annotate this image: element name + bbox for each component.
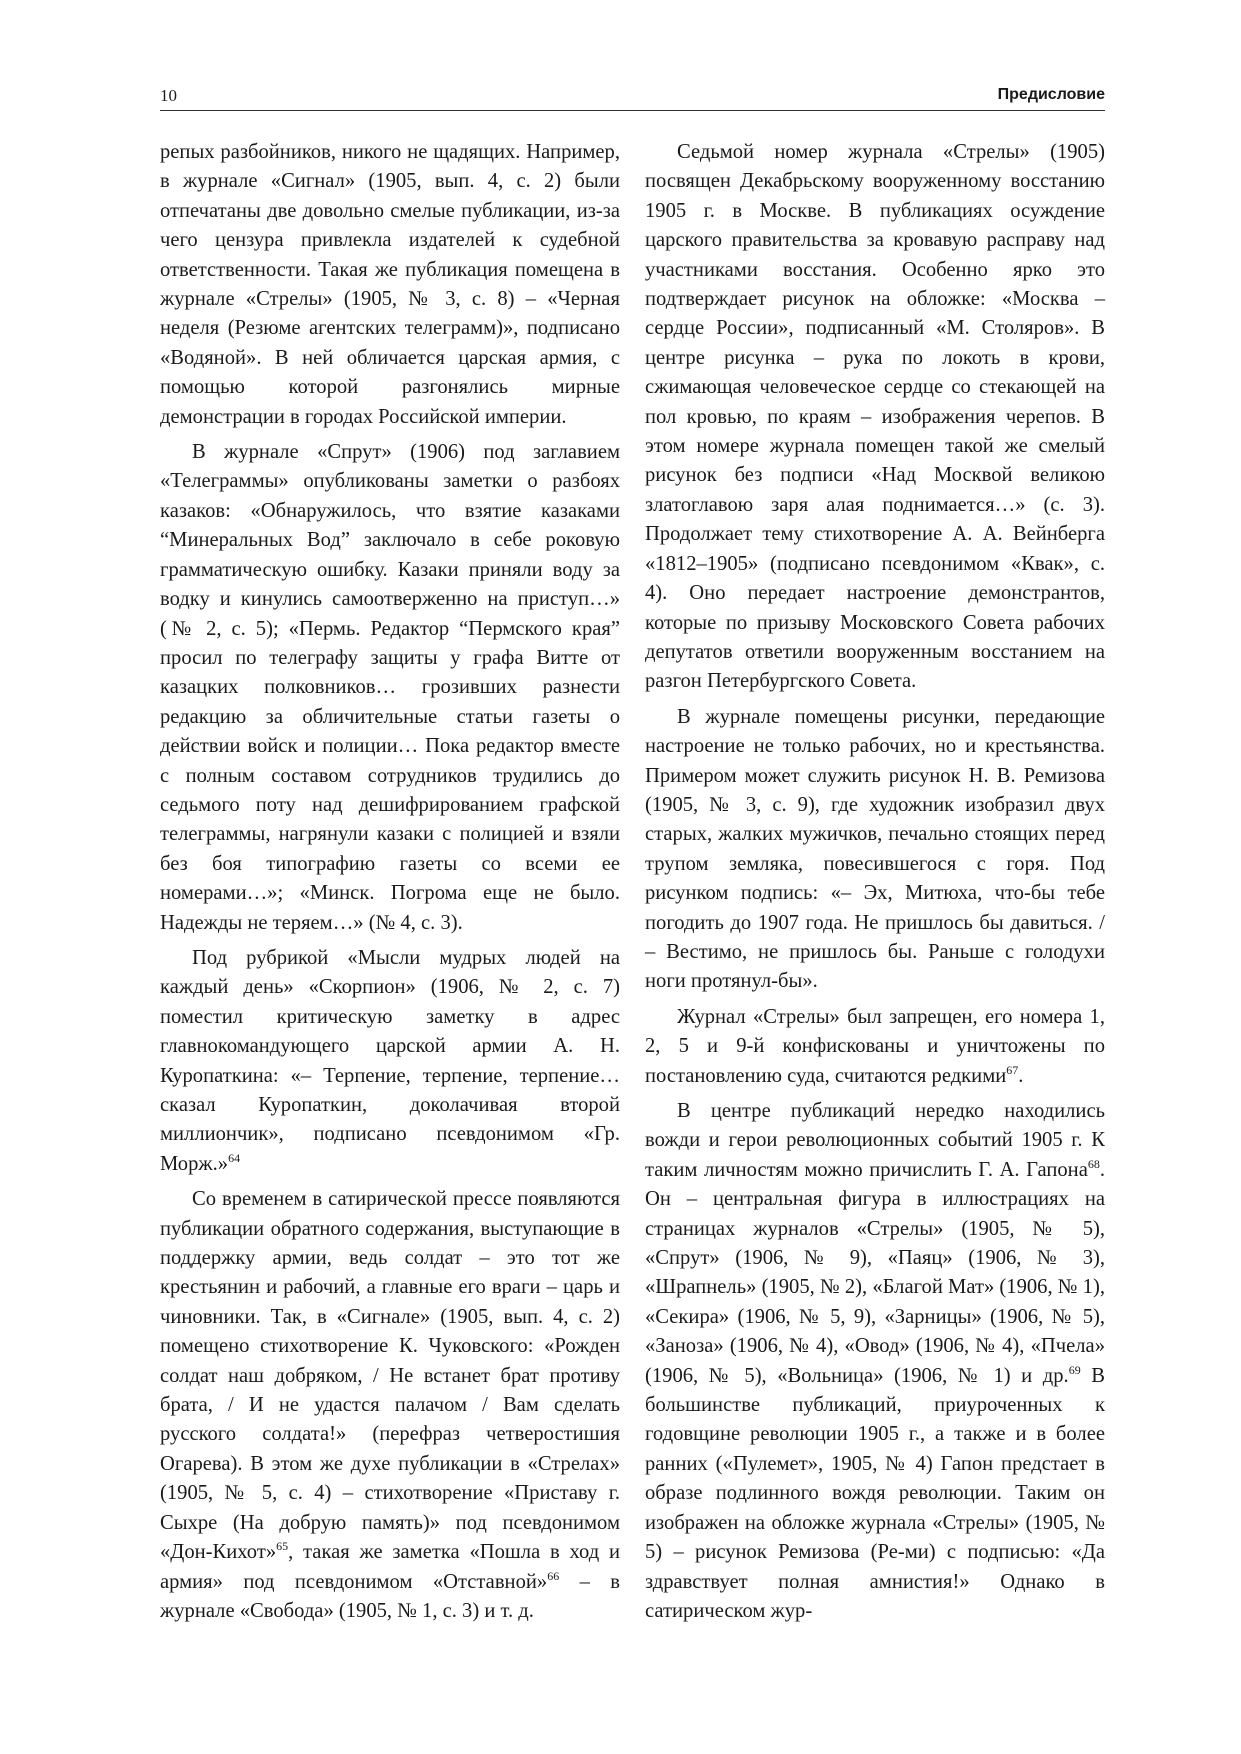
paragraph: В журнале помещены рисунки, передающие настроение не только рабочих, но и крестьянства. Примером может служить рисунок Н. В. Ремизова (1905, № 3, с. 9), где художник изобразил двух старых, жалких мужичков, печально стоящих перед трупом земляка, повесившегося с горя. Под рисунком подпись: «– Эх, Митюха, что-бы тебе погодить до 1907 года. Не пришлось бы давиться. / – Вестимо, не пришлось бы. Раньше с голодухи ноги протянул-бы». <box>645 705 1105 993</box>
footnote-ref[interactable]: 65 <box>276 1539 289 1554</box>
paragraph: Седьмой номер журнала «Стрелы» (1905) посвящен Декабрьскому вооруженному восстанию 1905 г. в Москве. В публикациях осуждение царского правительства за кровавую расправу над участниками восстания. Особенно ярко это подтверждает рисунок на обложке: «Москва – сердце России», подписанный «М. Столяров». В центре рисунка – рука по локоть в крови, сжимающая человеческое сердце со стекающей на пол кровью, по краям – изображения черепов. В этом номере журнала помещен такой же смелый рисунок без подписи «Над Москвой великою златоглавою заря алая поднимается…» (с. 3). Продолжает тему стихотворение А. А. Вейнберга «1812–1905» (подписано псевдонимом «Квак», с. 4). Оно передает настроение демонстрантов, которые по призыву Московского Совета рабочих депутатов ответили вооруженным восстанием на разгон Петербургского Совета. <box>645 141 1105 693</box>
page-header <box>160 86 1105 111</box>
paragraph: В журнале «Спрут» (1906) под заглавием «Телеграммы» опубликованы заметки о разбоях казаков: «Обнаружилось, что взятие казаками “Минеральных Вод” заключало в себе роковую грамматическую ошибку. Казаки приняли воду за водку и кинулись самоотверженно на приступ…» (№ 2, с. 5); «Пермь. Редактор “Пермского края” просил по телеграфу защиты у графа Витте от казацких полковников… грозивших разнести редакцию за обличительные статьи газеты о действии войск и полиции… Пока редактор вместе с полным составом сотрудников трудились до седьмого поту над дешифрированием графской телеграммы, нагрянули казаки с полицией и взяли без боя типографию газеты со всеми ее номерами…»; «Минск. Погрома еще не было. Надежды не теряем…» (№ 4, с. 3). <box>160 441 620 934</box>
paragraph: Под рубрикой «Мысли мудрых людей на каждый день» «Скорпион» (1906, № 2, с. 7) поместил критическую заметку в адрес главнокомандующего царской армии А. Н. Куропаткина: «– Терпение, терпение, терпение… сказал Куропаткин, доколачивая второй миллиончик», подписано псевдонимом «Гр. Морж.»$^{64}$ <box>160 946 620 1175</box>
running-head: Предисловие <box>997 86 1105 103</box>
footnote-ref[interactable]: 66 <box>547 1568 560 1583</box>
page-number: 10 <box>160 86 177 105</box>
paragraph: В центре публикаций нередко находились вожди и герои революционных событий 1905 г. К таким личностям можно причислить Г. А. Гапона$^{68}$. Он – центральная фигура в иллюстрациях на страницах журналов «Стрелы» (1905, № 5), «Спрут» (1906, № 9), «Паяц» (1906, № 3), «Шрапнель» (1905, № 2), «Благой Мат» (1906, № 1), «Секира» (1906, № 5, 9), «Зарницы» (1906, № 5), «Заноза» (1906, № 4), «Овод» (1906, № 4), «Пчела» (1906, № 5), «Вольница» (1906, № 1) и др.$^{69}$ В большинстве публикаций, приуроченных к годовщине революции 1905 г., а также и в более ранних («Пулемет», 1905, № 4) Гапон предстает в образе подлинного вождя революции. Таким он изображен на обложке журнала «Стрелы» (1905, № 5) – рисунок Ремизова (Ре-ми) с подписью: «Да здравствует полная амнистия!» Однако в сатирическом жур- <box>645 1100 1105 1622</box>
right-column <box>645 138 1105 1632</box>
paragraph: Со временем в сатирической прессе появляются публикации обратного содержания, выступающие в поддержку армии, ведь солдат – это тот же крестьянин и рабочий, а главные его враги – царь и чиновники. Так, в «Сигнале» (1905, вып. 4, с. 2) помещено стихотворение К. Чуковского: «Рожден солдат наш добряком, / Не встанет брат противу брата, / И не удастся палачом / Вам сделать русского солдата!» (перефраз четверостишия Огарева). В этом же духе публикации в «Стрелах» (1905, № 5, с. 4) – стихотворение «Приставу г. Сыхре (На добрую память)» под псевдонимом «Дон-Кихот»$^{65}$, такая же заметка «Пошла в ход и армия» под псевдонимом «Отставной»$^{66}$ – в журнале «Свобода» (1905, № 1, с. 3) и т. д. <box>160 1188 620 1622</box>
footnote-ref[interactable]: 64 <box>228 1150 241 1165</box>
paragraph: Журнал «Стрелы» был запрещен, его номера 1, 2, 5 и 9-й конфискованы и уничтожены по постановлению суда, считаются редкими$^{67}$. <box>645 1005 1105 1087</box>
paragraph: репых разбойников, никого не щадящих. Например, в журнале «Сигнал» (1905, вып. 4, с. 2) были отпечатаны две довольно смелые публикации, из-за чего цензура привлекла издателей к судебной ответственности. Такая же публикация помещена в журнале «Стрелы» (1905, № 3, с. 8) – «Черная неделя (Резюме агентских телеграмм)», подписано «Водяной». В ней обличается царская армия, с помощью которой разгонялись мирные демонстрации в городах Российской империи. <box>160 141 620 428</box>
left-column <box>160 138 620 1632</box>
footnote-ref[interactable]: 67 <box>1006 1062 1019 1077</box>
footnote-ref[interactable]: 69 <box>1068 1362 1081 1377</box>
footnote-ref[interactable]: 68 <box>1087 1156 1100 1171</box>
